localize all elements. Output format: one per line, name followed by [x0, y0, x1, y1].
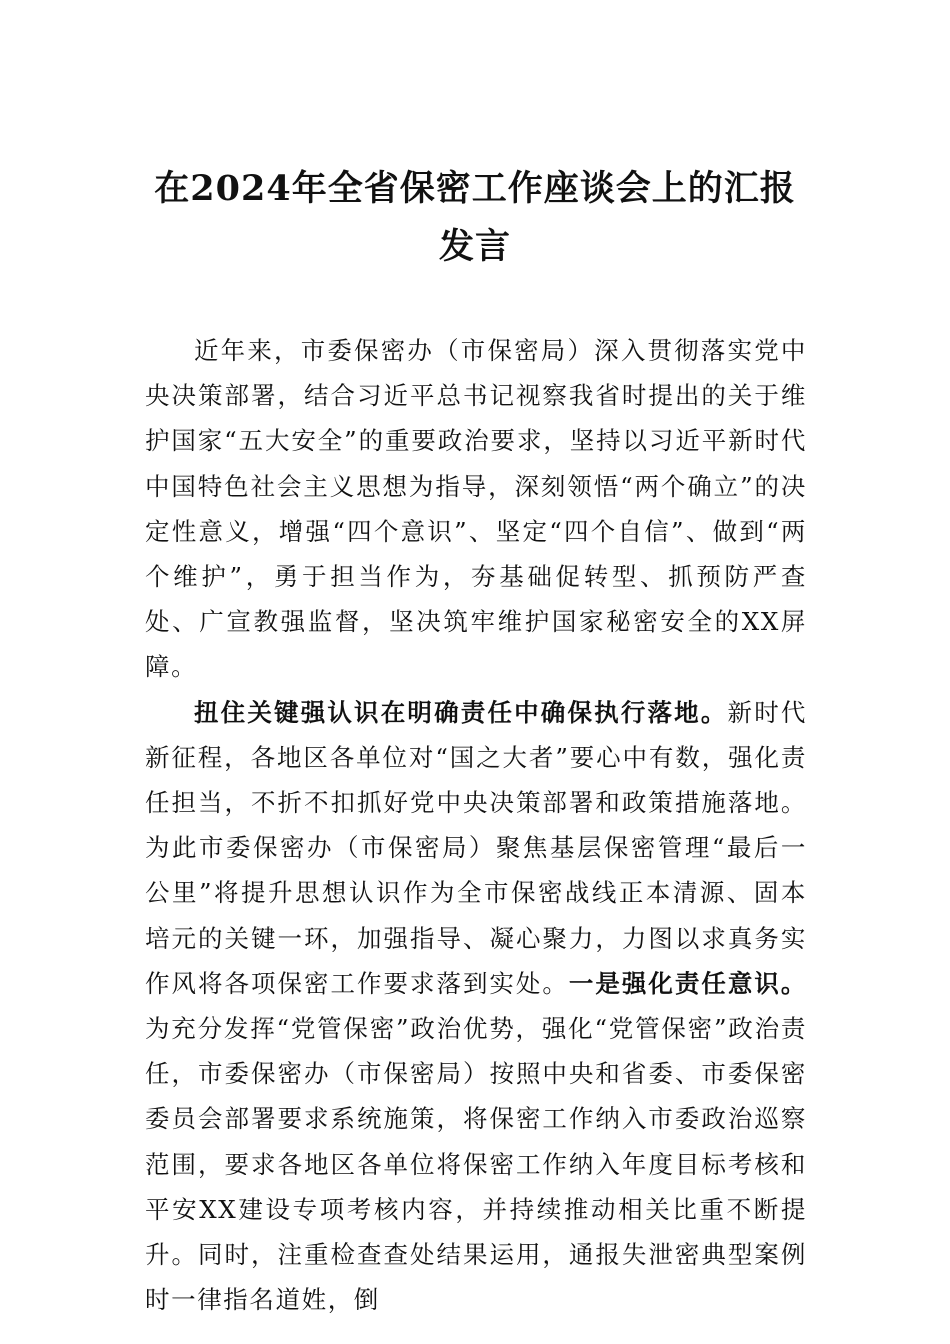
document-body	[145, 328, 807, 1322]
paragraph-text: 新时代新征程，各地区各单位对“国之大者”要心中有数，强化责任担当，不折不扣抓好党中央决策部署和政策措施落地。为此市委保密办（市保密局）聚焦基层保密管理“最后一公里”将提升思想认识作为全市保密战线正本清源、固本培元的关键一环，加强指导、凝心聚力，力图以求真务实作风将各项保密工作要求落到实处。	[145, 697, 808, 998]
document-title: 在2024年全省保密工作座谈会上的汇报发言	[154, 168, 796, 267]
paragraph-intro: 近年来，市委保密办（市保密局）深入贯彻落实党中央决策部署，结合习近平总书记视察我省时提出的关于维护国家“五大安全”的重要政治要求，坚持以习近平新时代中国特色社会主义思想为指导，深刻领悟“两个确立”的决定性意义，增强“四个意识”、坚定“四个自信”、做到“两个维护”，勇于担当作为，夯基础促转型、抓预防严查处、广宣教强监督，坚决筑牢维护国家秘密安全的XX屏障。	[145, 336, 807, 682]
paragraph-text: 为充分发挥“党管保密”政治优势，强化“党管保密”政治责任，市委保密办（市保密局）按照中央和省委、市委保密委员会部署要求系统施策，将保密工作纳入市委政治巡察范围，要求各地区各单位将保密工作纳入年度目标考核和平安XX建设专项考核内容，并持续推动相关比重不断提升。同时，注重检查查处结果运用，通报失泄密典型案例时一律指名道姓，倒	[145, 1014, 807, 1315]
section-heading: 扭住关键强认识在明确责任中确保执行落地。	[194, 697, 728, 727]
paragraph-section-1	[145, 690, 807, 1323]
point-heading: 一是强化责任意识。	[568, 968, 807, 998]
